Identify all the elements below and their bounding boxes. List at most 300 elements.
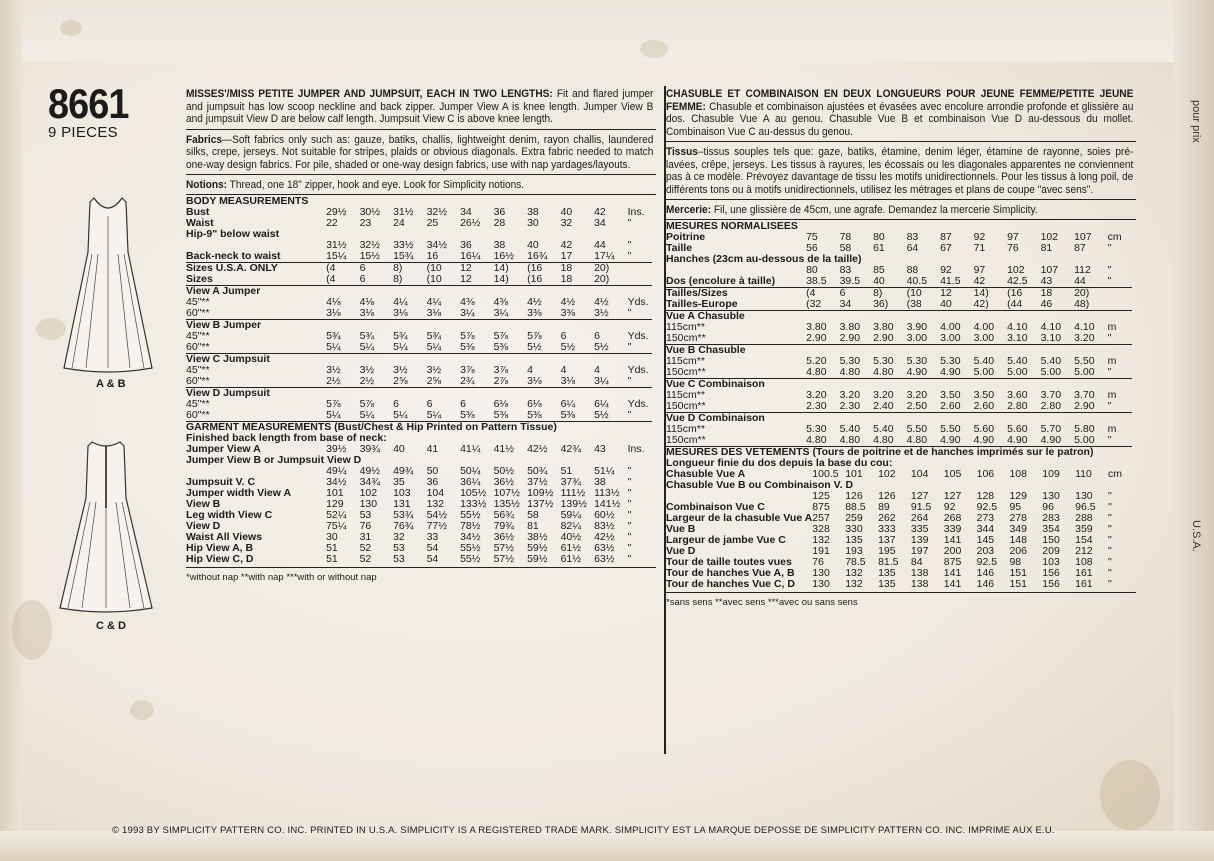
row-label: 60"** [186,408,210,421]
table-cell: 137½ [527,497,554,510]
table-cell: 30 [326,530,338,543]
table-cell: 48) [1074,297,1090,310]
table-cell: 95 [1009,500,1022,513]
table-cell: 2.90 [839,331,861,344]
table-row [666,390,1132,401]
table-cell: 335 [910,522,929,535]
row-label: Tour de hanches Vue C, D [666,577,795,590]
table-cell: 6⅛ [493,397,509,410]
table-cell: 36 [493,205,506,218]
table-cell: 84 [910,555,923,568]
notions-title-en: Notions: [186,179,228,191]
table-cell: 5⅞ [460,329,475,342]
table-row [186,207,652,218]
table-row [666,524,1132,535]
table-cell: 49¾ [393,464,414,477]
table-cell: 288 [1075,511,1093,524]
table-cell: 14) [974,287,1008,299]
table-cell: 36 [426,475,439,488]
row-label: Tailles/Sizes [666,287,806,299]
row-label: Back-neck to waist [186,249,281,262]
table-row [186,331,652,342]
unit-cell: Ins. [627,205,645,218]
table-cell: 6 [426,397,433,410]
table-cell: 5⅜ [527,408,542,421]
table-cell: 64 [906,241,919,254]
rule [666,199,1136,200]
table-cell: 49¼ [326,464,347,477]
unit-cell: " [627,508,632,521]
row-label: Hip-9" below waist [186,227,280,240]
description-fr [666,88,1133,138]
table-cell: 34 [839,297,852,310]
table-cell: 59¼ [560,508,582,521]
table-row [666,469,1132,480]
footnote-en: *without nap **with nap ***with or without nap [186,571,377,583]
rule [186,174,656,175]
unit-cell: Yds. [627,397,649,410]
row-label: Sizes U.S.A. ONLY [186,262,326,274]
table-cell: (10 [427,262,461,274]
row-label: Vue A Chasuble [666,310,1132,322]
unit-cell: " [1107,533,1112,546]
row-label: 115cm** [666,320,705,333]
table-cell: 2⅝ [426,374,442,387]
table-cell: 2.30 [806,399,827,412]
table-cell: 5.80 [1074,422,1095,435]
table-cell: 34 [460,205,472,218]
table-cell: 2.90 [806,331,827,344]
table-row [186,532,652,543]
table-cell: 4.00 [940,320,961,333]
table-cell: 37¾ [560,475,582,488]
table-cell: 6 [840,287,874,299]
table-row [666,557,1132,568]
table-cell: 38 [493,238,506,251]
unit-cell: m [1107,422,1117,435]
unit-cell: " [1107,331,1112,344]
table-cell: 4.90 [1040,433,1062,446]
unit-cell: " [627,464,632,477]
table-cell: 156 [1042,566,1060,579]
table-cell: 3¼ [594,374,609,387]
table-cell: 3⅛ [393,306,408,319]
table-cell: 55½ [460,541,481,554]
table-row [186,510,652,521]
table-cell: 5¾ [326,329,341,342]
fabrics-text-en: —Soft fabrics only such as: gauze, batiks, challis, lightweight denim, rayon challis, laundered silks, crepe, jerseys. Not suitable for stripes, plaids or obvious diagonals. Extra fabric needed to match one-way design fabrics. For pile, shaded or one-way design fabrics, use with nap yardages/layouts. [186,133,654,171]
table-cell: 42½ [594,530,615,543]
table-cell: 3.00 [973,331,995,344]
row-label: 45"** [186,295,210,308]
unit-cell: m [1107,354,1117,367]
table-cell: 58 [839,241,852,254]
unit-cell: " [1107,263,1112,276]
table-cell: 3.90 [906,320,928,333]
table-cell: 148 [1009,533,1027,546]
table-cell: 50¼ [460,464,481,477]
table-cell: 16 [426,249,439,262]
table-cell: 53 [393,541,405,554]
table-cell: 82¼ [560,519,582,532]
table-cell: (10 [426,272,442,285]
row-label [186,466,326,477]
table-cell: 5.50 [906,422,928,435]
unit-cell: " [1107,433,1112,446]
table-cell: 100.5 [812,467,839,480]
table-cell: 6 [560,329,567,342]
table-cell: 83½ [594,519,615,532]
row-label: Vue B Chasuble [666,344,1132,356]
row-label: View A Jumper [186,285,652,297]
table-cell: 339 [943,522,962,535]
table-row [186,308,652,320]
row-label [666,491,812,502]
table-cell: 76¾ [393,519,414,532]
table-cell: 3⅛ [560,374,576,387]
row-label: Tour de hanches Vue A, B [666,566,795,579]
table-row [186,455,652,466]
unit-cell: " [1107,577,1112,590]
table-cell: 36½ [493,530,515,543]
table-cell: 195 [878,544,896,557]
unit-cell: " [1107,365,1112,378]
table-cell: 4 [527,363,533,376]
table-cell: 108 [1009,467,1027,480]
table-cell: 83 [906,230,919,243]
table-row [666,579,1132,590]
unit-cell: " [627,497,632,510]
table-cell: 3⅜ [560,306,576,319]
unit-cell: cm [1107,467,1122,480]
table-cell: 8) [393,272,403,285]
table-cell: 15½ [359,249,381,262]
table-cell: 34½ [326,475,347,488]
table-cell: 3.20 [839,388,861,401]
table-cell: 43 [594,442,606,455]
row-label: View D [186,519,221,532]
envelope-left-edge [0,0,22,861]
table-cell: 20) [594,262,628,274]
unit-cell: " [627,519,632,532]
unit-cell: m [1107,388,1117,401]
table-cell: 126 [878,489,896,502]
table-cell: 53¾ [393,508,414,521]
table-cell: 3⅞ [460,363,475,376]
table-cell: 135 [878,577,896,590]
table-cell: 36 [460,238,472,251]
table-cell: 4.90 [1007,433,1028,446]
table-cell: 3½ [326,363,341,376]
table-cell: 59½ [527,552,548,565]
table-cell: 3.70 [1074,388,1095,401]
row-label: 60"** [186,374,210,387]
description-text-en: Fit and flared jumper and jumpsuit has low scoop neckline and back zipper. Jumper View A is knee length. Jumper View B and jumpsuit View D are below calf length. Jumpsuit View C is above knee length. [186,88,654,125]
table-cell: 110 [1075,467,1092,480]
table-cell: 6 [594,329,600,342]
table-cell: 3½ [359,363,375,376]
unit-cell: Yds. [627,329,649,342]
table-cell: 98 [1009,555,1022,568]
table-row [186,240,652,251]
table-cell: 42½ [527,442,548,455]
table-cell: 25 [426,216,439,229]
unit-cell: " [627,306,632,319]
table-cell: 37½ [527,475,548,488]
table-row [186,543,652,554]
row-label: Tailles-Europe [666,297,738,310]
table-cell: 104 [910,467,929,480]
table-row [186,365,652,376]
table-cell: 41½ [493,442,515,455]
table-cell: 46 [1040,297,1053,310]
table-row [666,513,1132,524]
table-row [186,376,652,388]
table-cell: 6⅛ [527,397,542,410]
table-cell: 75 [806,230,818,243]
row-label: Tour de taille toutes vues [666,555,792,568]
row-label: View D Jumpsuit [186,387,652,399]
notions-en [186,179,653,192]
table-cell: 127 [910,489,929,502]
table-cell: 2.60 [940,399,961,412]
table-cell: 3¼ [460,306,475,319]
english-column [186,88,654,584]
table-cell: 18 [1041,287,1075,299]
table-cell: 61½ [560,541,582,554]
table-cell: 107 [1040,263,1059,276]
table-row [186,251,652,263]
table-cell: 55½ [460,508,481,521]
table-cell: 109½ [527,486,554,499]
table-cell: 102 [359,486,378,499]
table-cell: 5⅞ [326,397,341,410]
table-row [186,410,652,421]
table-cell: 5.30 [839,354,861,367]
row-label: Waist All Views [186,530,263,543]
table-cell: 135½ [493,497,520,510]
row-label: GARMENT MEASUREMENTS (Bust/Chest & Hip Printed on Pattern Tissue) [186,421,652,433]
unit-cell: " [1107,522,1112,535]
table-cell: 42 [560,238,573,251]
table-row [186,285,652,297]
table-cell: 2.90 [873,331,894,344]
table-cell: 42¾ [560,442,582,455]
table-cell: 50½ [493,464,515,477]
table-row [666,333,1132,345]
unit-cell [1108,287,1132,299]
table-cell: 76 [1007,241,1019,254]
table-row [666,502,1132,513]
table-cell: 96 [1042,500,1054,513]
stain [60,20,82,36]
table-cell: 28 [493,216,506,229]
unit-cell: " [1107,511,1112,524]
table-cell: 6 [393,397,399,410]
table-cell: 4 [594,363,600,376]
table-cell: 36½ [493,475,515,488]
table-cell: 133½ [460,497,487,510]
table-cell: 4.90 [973,433,995,446]
table-cell: 5.20 [806,354,827,367]
table-cell: 3.00 [940,331,961,344]
table-cell: 5¼ [426,340,442,353]
table-cell: 4⅛ [359,295,375,308]
table-row [666,265,1132,276]
table-cell: 161 [1075,577,1093,590]
table-cell: 3⅛ [326,306,341,319]
table-cell: 6 [460,397,466,410]
table-cell: 5⅜ [460,408,475,421]
table-cell: 4.80 [806,365,827,378]
table-cell: 4.00 [973,320,995,333]
table-cell: 4.80 [839,365,861,378]
table-cell: 20) [1074,287,1108,299]
table-row [186,399,652,410]
table-cell: 16¾ [527,249,548,262]
table-cell: 54 [426,552,439,565]
table-row [186,444,652,455]
unit-cell [628,262,652,274]
notions-title-fr: Mercerie: [666,204,712,216]
table-row [666,412,1132,424]
row-label: 45"** [186,329,210,342]
table-cell: 38.5 [806,274,827,287]
table-cell: 278 [1009,511,1027,524]
table-cell: 141 [943,566,962,579]
table-cell: 4½ [560,295,576,308]
table-cell: 132 [845,577,863,590]
row-label: MESURES NORMALISEES [666,219,798,232]
table-cell: 44 [594,238,606,251]
unit-cell: " [627,408,632,421]
table-row [666,480,1132,491]
table-cell: 5¾ [359,329,375,342]
table-cell: 15¼ [326,249,347,262]
table-cell: 5¼ [326,340,341,353]
table-cell: 131 [393,497,411,510]
table-cell: 5½ [560,340,576,353]
description-en [186,88,653,126]
description-title-en: MISSES'/MISS PETITE JUMPER AND JUMPSUIT, EACH IN TWO LENGTHS: [186,88,553,100]
table-cell: 92 [973,230,986,243]
table-row [666,435,1132,446]
table-cell: 3⅜ [527,306,542,319]
table-row [186,554,652,565]
table-cell: (4 [326,272,336,285]
table-cell: 125 [812,489,830,502]
table-cell: 96.5 [1075,500,1096,513]
table-cell: 4.10 [1007,320,1028,333]
table-cell: 5¼ [393,340,408,353]
table-cell: 130 [812,566,830,579]
table-row [666,568,1132,579]
table-cell: 43 [1040,274,1053,287]
table-cell: 5.70 [1040,422,1062,435]
row-label: Jumper width View A [186,486,292,499]
table-cell: 4¼ [393,295,408,308]
table-cell: 3.00 [906,331,928,344]
table-cell: 97 [973,263,986,276]
table-cell: 41 [426,442,439,455]
table-cell: 5.00 [973,365,995,378]
unit-cell: " [1107,241,1112,254]
table-cell: 2.80 [1040,399,1062,412]
table-cell: 5.30 [906,354,928,367]
table-cell: 283 [1042,511,1060,524]
table-cell: 138 [910,577,929,590]
table-cell: 57½ [493,541,515,554]
table-cell: 3.80 [806,320,827,333]
table-cell: 16½ [493,249,515,262]
table-cell: 111½ [560,486,586,499]
row-label: Jumper View A [186,442,261,455]
table-cell: 129 [326,497,344,510]
table-cell: 80 [873,230,885,243]
table-row [186,433,652,444]
table-cell: 2⅝ [393,374,408,387]
table-cell: 18 [561,262,595,274]
table-cell: 102 [1007,263,1025,276]
table-cell: 78½ [460,519,481,532]
rule [186,129,656,130]
table-row [666,322,1132,333]
table-cell: 103 [1042,555,1060,568]
table-row [186,229,652,240]
piece-count: 9 PIECES [48,124,118,141]
table-cell: 130 [359,497,378,510]
row-label: 150cm** [666,399,706,412]
pattern-number: 8661 [48,80,129,127]
table-cell: 151 [1009,566,1027,579]
table-cell: 41.5 [940,274,961,287]
table-cell: 71 [973,241,986,254]
table-cell: 3½ [393,363,408,376]
table-cell: 4.90 [940,433,961,446]
table-cell: 41¼ [460,442,481,455]
stain [12,600,52,660]
table-cell: (16 [1007,287,1041,299]
table-cell: 78 [839,230,852,243]
table-cell: 146 [976,566,995,579]
row-label: Taille [666,241,693,254]
table-cell: 3⅞ [493,363,509,376]
table-cell: 51 [560,464,573,477]
row-label: Leg width View C [186,508,273,521]
table-cell: 2¾ [460,374,475,387]
table-cell: 24 [393,216,405,229]
table-cell: 88.5 [845,500,866,513]
unit-cell: " [627,340,632,353]
row-label: Hanches (23cm au-dessous de la taille) [666,252,862,265]
side-text-bottom: U.S.A. [1190,520,1202,552]
table-cell: 6 [359,272,366,285]
table-cell: 132 [845,566,863,579]
french-column [666,88,1134,609]
row-label: View B Jumper [186,319,652,331]
table-row [666,401,1132,413]
unit-cell: " [1107,566,1112,579]
table-cell: 5.30 [806,422,827,435]
row-label: 150cm** [666,433,706,446]
unit-cell: " [1107,274,1112,287]
table-cell: 92 [940,263,952,276]
body-measurements-table-fr [666,221,1132,446]
table-row [666,458,1132,469]
table-cell: 53 [393,552,405,565]
table-row [186,342,652,354]
side-text-top: pour prix [1190,100,1202,143]
